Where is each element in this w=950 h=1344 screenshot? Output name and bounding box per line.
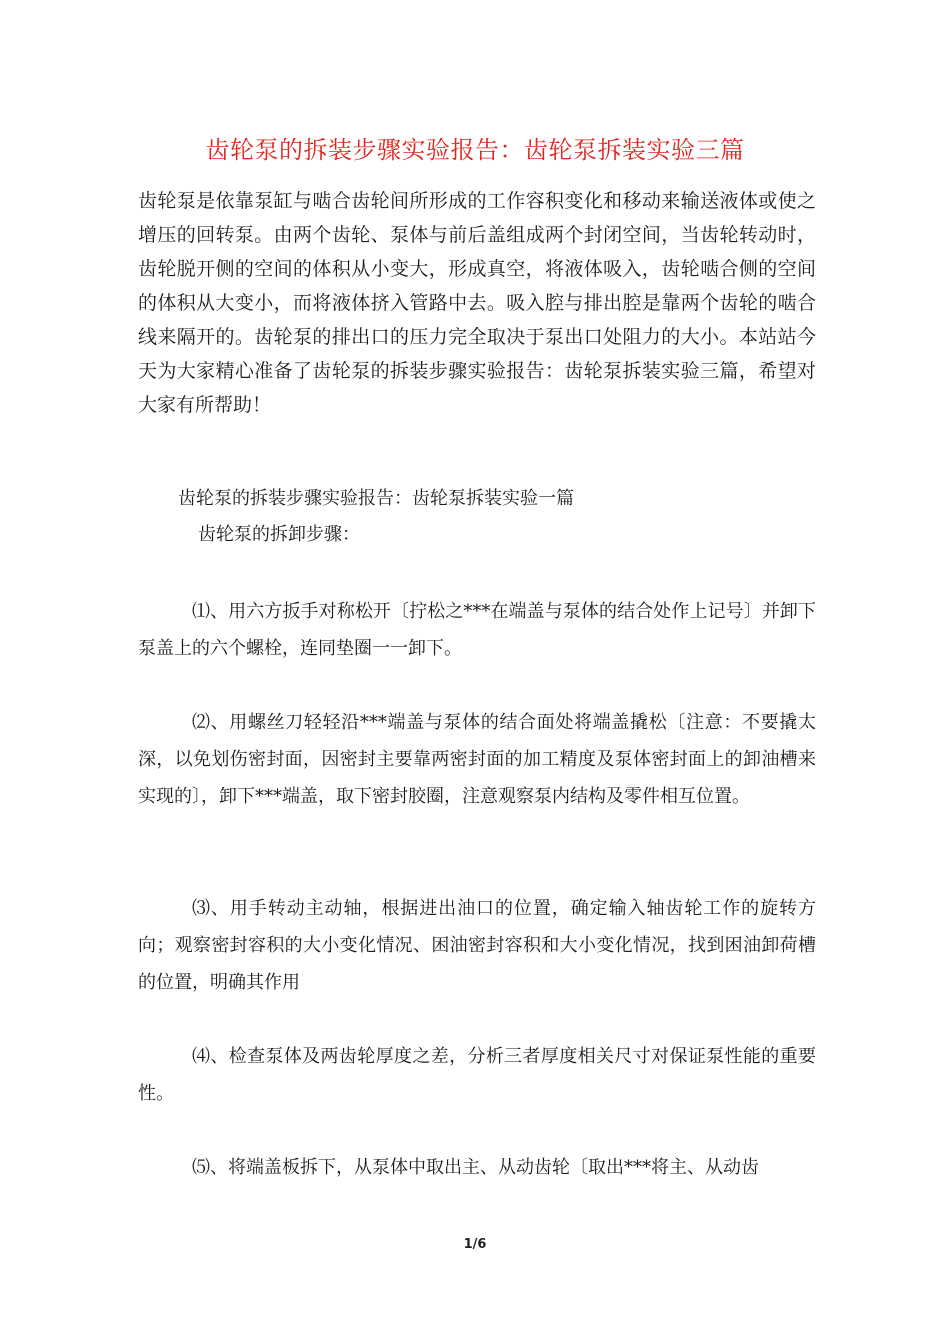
step-1-paragraph: ⑴、用六方扳手对称松开〔拧松之***在端盖与泵体的结合处作上记号〕并卸下泵盖上的六个螺栓，连同垫圈一一卸下。 [138,601,816,659]
step-5-paragraph: ⑸、将端盖板拆下，从泵体中取出主、从动齿轮〔取出***将主、从动齿 [192,1157,759,1178]
step-2-paragraph: ⑵、用螺丝刀轻轻沿***端盖与泵体的结合面处将端盖撬松〔注意：不要撬太深，以免划伤密封面，因密封主要靠两密封面的加工精度及泵体密封面上的卸油槽来实现的〕，卸下***端盖，取下密封胶圈，注意观察泵内结构及零件相互位置。 [138,712,816,807]
step-4-paragraph: ⑷、检查泵体及两齿轮厚度之差，分析三者厚度相关尺寸对保证泵性能的重要性。 [138,1046,816,1104]
page-number: 1/6 [463,1237,487,1252]
document-title: 齿轮泵的拆装步骤实验报告：齿轮泵拆装实验三篇 [205,136,745,164]
step-3-paragraph: ⑶、用手转动主动轴，根据进出油口的位置，确定输入轴齿轮工作的旋转方向；观察密封容积的大小变化情况、困油密封容积和大小变化情况，找到困油卸荷槽的位置，明确其作用 [138,898,816,993]
sub-heading: 齿轮泵的拆卸步骤： [198,524,360,545]
section-heading: 齿轮泵的拆装步骤实验报告：齿轮泵拆装实验一篇 [178,488,574,509]
intro-paragraph: 齿轮泵是依靠泵缸与啮合齿轮间所形成的工作容积变化和移动来输送液体或使之增压的回转泵。由两个齿轮、泵体与前后盖组成两个封闭空间，当齿轮转动时，齿轮脱开侧的空间的体积从小变大，形成真空，将液体吸入，齿轮啮合侧的空间的体积从大变小，而将液体挤入管路中去。吸入腔与排出腔是靠两个齿轮的啮合线来隔开的。齿轮泵的排出口的压力完全取决于泵出口处阻力的大小。本站站今天为大家精心准备了齿轮泵的拆装步骤实验报告：齿轮泵拆装实验三篇，希望对大家有所帮助！ [138,190,816,416]
